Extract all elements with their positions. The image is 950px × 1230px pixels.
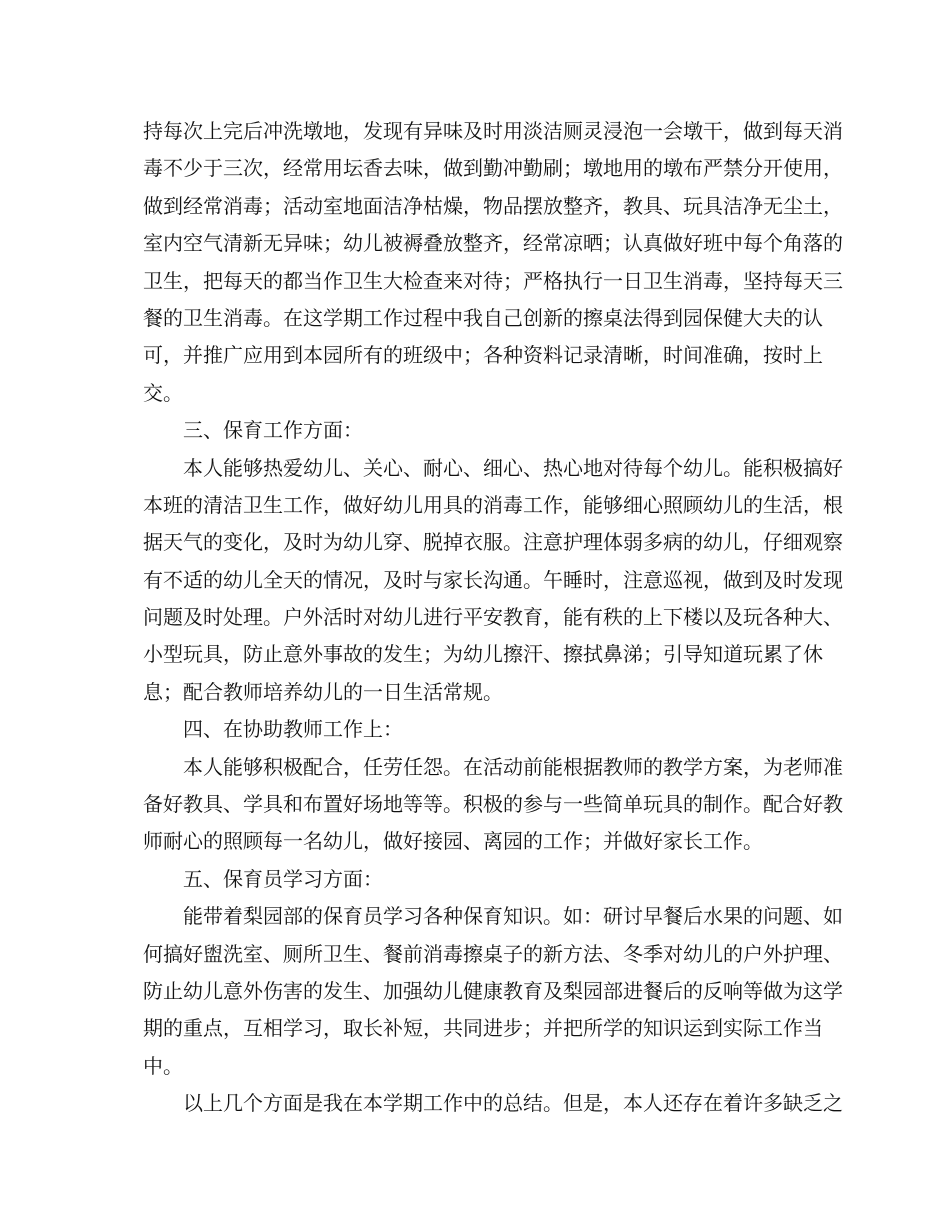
text-line: 交。 <box>143 380 183 405</box>
text-line: 息；配合教师培养幼儿的一日生活常规。 <box>143 679 503 704</box>
text-line: 有不适的幼儿全天的情况，及时与家长沟通。午睡时，注意巡视，做到及时发现 <box>143 567 843 592</box>
text-line: 室内空气清新无异味；幼儿被褥叠放整齐，经常凉晒；认真做好班中每个角落的 <box>143 231 843 256</box>
text-line: 本人能够热爱幼儿、关心、耐心、细心、热心地对待每个幼儿。能积极搞好 <box>183 455 843 480</box>
text-line: 何搞好盥洗室、厕所卫生、餐前消毒擦桌子的新方法、冬季对幼儿的户外护理、 <box>143 941 843 966</box>
document-body <box>143 113 843 1123</box>
text-line: 能带着梨园部的保育员学习各种保育知识。如：研讨早餐后水果的问题、如 <box>183 904 843 929</box>
text-line: 防止幼儿意外伤害的发生、加强幼儿健康教育及梨园部进餐后的反响等做为这学 <box>143 978 843 1003</box>
text-line: 中。 <box>143 1053 183 1078</box>
text-line: 以上几个方面是我在本学期工作中的总结。但是，本人还存在着许多缺乏之 <box>183 1091 843 1116</box>
text-line: 问题及时处理。户外活时对幼儿进行平安教育，能有秩的上下楼以及玩各种大、 <box>143 605 843 630</box>
text-line: 持每次上完后冲洗墩地，发现有异味及时用淡洁厕灵浸泡一会墩干，做到每天消 <box>143 119 843 143</box>
text-line: 毒不少于三次，经常用坛香去味，做到勤冲勤刷；墩地用的墩布严禁分开使用， <box>143 156 843 181</box>
text-line: 师耐心的照顾每一名幼儿，做好接园、离园的工作；并做好家长工作。 <box>143 829 763 854</box>
text-line: 期的重点，互相学习，取长补短，共同进步；并把所学的知识运到实际工作当 <box>143 1016 823 1041</box>
section-heading: 三、保育工作方面： <box>183 418 363 443</box>
text-line: 备好教具、学具和布置好场地等等。积极的参与一些简单玩具的制作。配合好教 <box>143 792 843 817</box>
section-heading: 五、保育员学习方面： <box>183 866 383 891</box>
text-line: 本人能够积极配合，任劳任怨。在活动前能根据教师的教学方案，为老师准 <box>183 754 843 779</box>
text-line: 本班的清洁卫生工作，做好幼儿用具的消毒工作，能够细心照顾幼儿的生活，根 <box>143 492 843 517</box>
text-line: 做到经常消毒；活动室地面洁净枯燥，物品摆放整齐，教具、玩具洁净无尘土， <box>143 193 843 218</box>
text-line: 可，并推广应用到本园所有的班级中；各种资料记录清晰，时间准确，按时上 <box>143 343 823 368</box>
text-line: 据天气的变化，及时为幼儿穿、脱掉衣服。注意护理体弱多病的幼儿，仔细观察 <box>143 530 843 555</box>
section-heading: 四、在协助教师工作上： <box>183 717 403 742</box>
text-line: 餐的卫生消毒。在这学期工作过程中我自己创新的擦桌法得到园保健大夫的认 <box>143 305 823 330</box>
text-line: 小型玩具，防止意外事故的发生；为幼儿擦汗、擦拭鼻涕；引导知道玩累了休 <box>143 642 823 667</box>
text-line: 卫生，把每天的都当作卫生大检查来对待；严格执行一日卫生消毒，坚持每天三 <box>143 268 843 293</box>
